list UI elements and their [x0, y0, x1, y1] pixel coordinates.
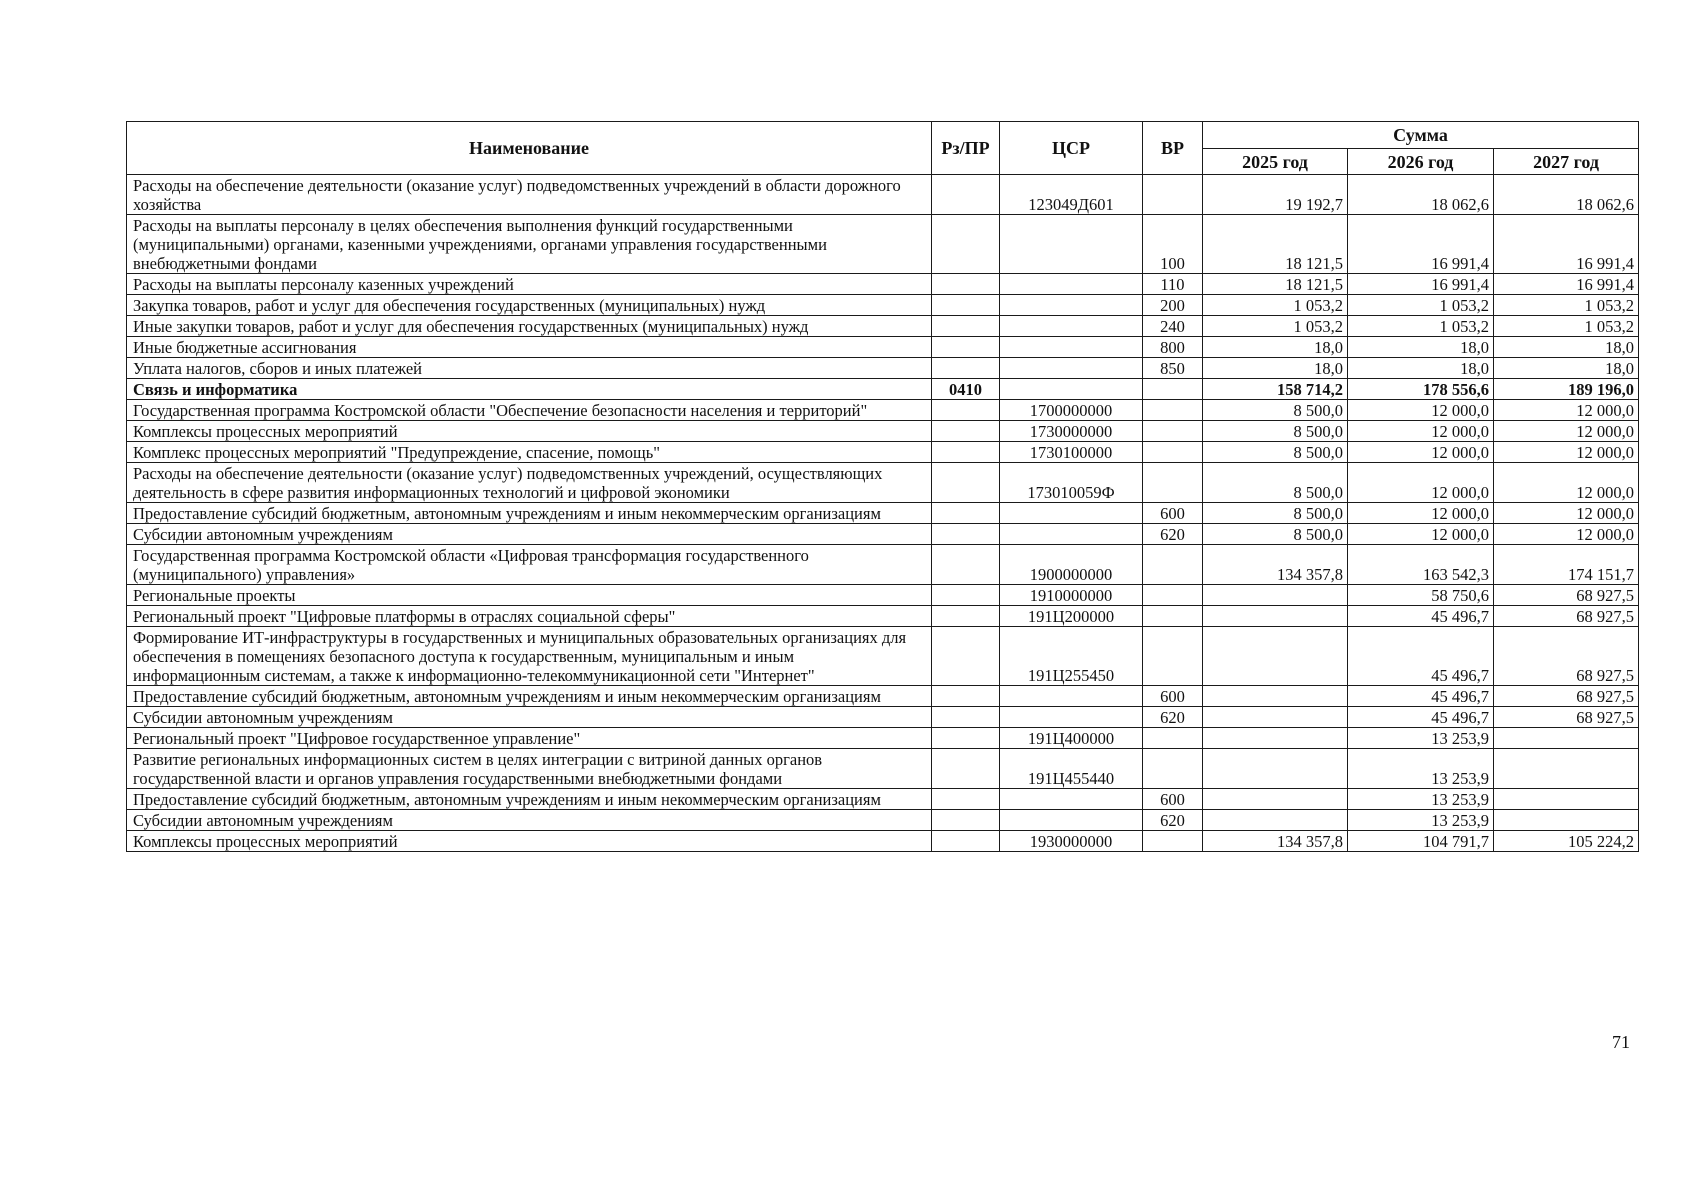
cell-2027: 12 000,0 [1494, 503, 1639, 524]
col-header-2026: 2026 год [1348, 149, 1494, 175]
cell-2026: 12 000,0 [1348, 421, 1494, 442]
cell-2025: 134 357,8 [1203, 545, 1348, 585]
cell-vr: 200 [1143, 295, 1203, 316]
cell-name: Комплекс процессных мероприятий "Предупреждение, спасение, помощь" [127, 442, 932, 463]
cell-2026: 13 253,9 [1348, 789, 1494, 810]
table-row [127, 175, 1639, 215]
cell-2027: 18 062,6 [1494, 175, 1639, 215]
cell-rzpr [932, 627, 1000, 686]
cell-vr: 600 [1143, 686, 1203, 707]
cell-2026: 16 991,4 [1348, 274, 1494, 295]
cell-2025: 18 121,5 [1203, 274, 1348, 295]
cell-vr [1143, 627, 1203, 686]
cell-vr: 600 [1143, 503, 1203, 524]
cell-2025: 19 192,7 [1203, 175, 1348, 215]
cell-2025 [1203, 728, 1348, 749]
cell-2025: 8 500,0 [1203, 463, 1348, 503]
cell-name: Предоставление субсидий бюджетным, автономным учреждениям и иным некоммерческим организациям [127, 686, 932, 707]
cell-name: Субсидии автономным учреждениям [127, 524, 932, 545]
budget-table [126, 121, 1639, 852]
cell-2025 [1203, 707, 1348, 728]
cell-vr [1143, 749, 1203, 789]
table-row [127, 686, 1639, 707]
table-row [127, 379, 1639, 400]
cell-2027: 1 053,2 [1494, 295, 1639, 316]
cell-2026: 45 496,7 [1348, 707, 1494, 728]
cell-rzpr [932, 524, 1000, 545]
cell-rzpr [932, 337, 1000, 358]
cell-2026: 12 000,0 [1348, 463, 1494, 503]
cell-rzpr [932, 831, 1000, 852]
cell-rzpr [932, 789, 1000, 810]
cell-vr [1143, 545, 1203, 585]
cell-name: Расходы на выплаты персоналу в целях обеспечения выполнения функций государственными (муниципальными) органами, казенными учреждениями, органами управления государственными внебюджетными фондами [127, 215, 932, 274]
cell-csr [1000, 789, 1143, 810]
cell-name: Расходы на выплаты персоналу казенных учреждений [127, 274, 932, 295]
cell-vr: 240 [1143, 316, 1203, 337]
cell-2026: 18 062,6 [1348, 175, 1494, 215]
cell-csr: 191Ц255450 [1000, 627, 1143, 686]
cell-2026: 12 000,0 [1348, 524, 1494, 545]
cell-vr: 850 [1143, 358, 1203, 379]
table-row [127, 627, 1639, 686]
cell-rzpr [932, 728, 1000, 749]
cell-2026: 18,0 [1348, 337, 1494, 358]
cell-2026: 16 991,4 [1348, 215, 1494, 274]
col-header-2027: 2027 год [1494, 149, 1639, 175]
cell-2025: 18,0 [1203, 337, 1348, 358]
cell-2025 [1203, 627, 1348, 686]
cell-csr: 123049Д601 [1000, 175, 1143, 215]
cell-2025 [1203, 585, 1348, 606]
cell-csr [1000, 524, 1143, 545]
cell-vr [1143, 463, 1203, 503]
cell-csr: 1930000000 [1000, 831, 1143, 852]
cell-rzpr [932, 463, 1000, 503]
cell-2025: 8 500,0 [1203, 400, 1348, 421]
cell-2027: 12 000,0 [1494, 421, 1639, 442]
cell-2025: 8 500,0 [1203, 442, 1348, 463]
cell-csr: 1730000000 [1000, 421, 1143, 442]
col-header-sum: Сумма [1203, 122, 1639, 149]
table-row [127, 316, 1639, 337]
cell-rzpr [932, 295, 1000, 316]
cell-2027 [1494, 789, 1639, 810]
cell-2027: 12 000,0 [1494, 524, 1639, 545]
cell-csr [1000, 503, 1143, 524]
cell-name: Государственная программа Костромской области «Цифровая трансформация государственного (муниципального) управления» [127, 545, 932, 585]
cell-2026: 1 053,2 [1348, 316, 1494, 337]
table-row [127, 421, 1639, 442]
cell-name: Государственная программа Костромской области "Обеспечение безопасности населения и территорий" [127, 400, 932, 421]
cell-rzpr [932, 749, 1000, 789]
cell-2027: 12 000,0 [1494, 463, 1639, 503]
cell-csr: 191Ц400000 [1000, 728, 1143, 749]
cell-name: Развитие региональных информационных систем в целях интеграции с витриной данных органов государственной власти и органов управления государственными внебюджетными фондами [127, 749, 932, 789]
cell-vr: 600 [1143, 789, 1203, 810]
table-row [127, 789, 1639, 810]
cell-2027: 16 991,4 [1494, 215, 1639, 274]
cell-2027: 68 927,5 [1494, 707, 1639, 728]
cell-name: Предоставление субсидий бюджетным, автономным учреждениям и иным некоммерческим организациям [127, 789, 932, 810]
cell-rzpr [932, 421, 1000, 442]
cell-2026: 45 496,7 [1348, 686, 1494, 707]
cell-2027 [1494, 810, 1639, 831]
cell-2027 [1494, 749, 1639, 789]
cell-2025 [1203, 606, 1348, 627]
table-row [127, 585, 1639, 606]
cell-name: Комплексы процессных мероприятий [127, 831, 932, 852]
cell-2026: 18,0 [1348, 358, 1494, 379]
cell-2027 [1494, 728, 1639, 749]
cell-rzpr [932, 400, 1000, 421]
cell-name: Иные бюджетные ассигнования [127, 337, 932, 358]
cell-csr: 191Ц200000 [1000, 606, 1143, 627]
cell-name: Связь и информатика [127, 379, 932, 400]
cell-csr [1000, 337, 1143, 358]
cell-2027: 68 927,5 [1494, 627, 1639, 686]
cell-vr [1143, 728, 1203, 749]
table-row [127, 728, 1639, 749]
table-body [127, 175, 1639, 852]
col-header-csr: ЦСР [1000, 122, 1143, 175]
cell-2026: 58 750,6 [1348, 585, 1494, 606]
cell-2026: 12 000,0 [1348, 503, 1494, 524]
page-number: 71 [1612, 1032, 1630, 1052]
table-row [127, 442, 1639, 463]
cell-csr: 191Ц455440 [1000, 749, 1143, 789]
cell-rzpr [932, 274, 1000, 295]
table-row [127, 215, 1639, 274]
cell-vr: 100 [1143, 215, 1203, 274]
cell-2027: 12 000,0 [1494, 442, 1639, 463]
cell-2025: 18,0 [1203, 358, 1348, 379]
cell-2027: 1 053,2 [1494, 316, 1639, 337]
cell-2027: 16 991,4 [1494, 274, 1639, 295]
cell-vr [1143, 442, 1203, 463]
cell-vr [1143, 175, 1203, 215]
cell-rzpr [932, 707, 1000, 728]
cell-2026: 12 000,0 [1348, 442, 1494, 463]
cell-name: Региональный проект "Цифровое государственное управление" [127, 728, 932, 749]
cell-2026: 13 253,9 [1348, 810, 1494, 831]
cell-rzpr [932, 442, 1000, 463]
col-header-vr: ВР [1143, 122, 1203, 175]
cell-2026: 13 253,9 [1348, 749, 1494, 789]
cell-name: Уплата налогов, сборов и иных платежей [127, 358, 932, 379]
table-row [127, 503, 1639, 524]
table-row [127, 831, 1639, 852]
cell-2025: 158 714,2 [1203, 379, 1348, 400]
cell-2025: 134 357,8 [1203, 831, 1348, 852]
table-row [127, 749, 1639, 789]
table-row [127, 545, 1639, 585]
table-row [127, 274, 1639, 295]
cell-csr: 1910000000 [1000, 585, 1143, 606]
table-row [127, 524, 1639, 545]
cell-csr: 1700000000 [1000, 400, 1143, 421]
cell-csr [1000, 810, 1143, 831]
cell-vr: 800 [1143, 337, 1203, 358]
cell-2026: 104 791,7 [1348, 831, 1494, 852]
cell-2025 [1203, 749, 1348, 789]
cell-vr [1143, 585, 1203, 606]
table-row [127, 810, 1639, 831]
cell-csr: 1900000000 [1000, 545, 1143, 585]
cell-2025: 8 500,0 [1203, 524, 1348, 545]
cell-2025 [1203, 810, 1348, 831]
cell-csr: 173010059Ф [1000, 463, 1143, 503]
cell-name: Формирование ИТ-инфраструктуры в государственных и муниципальных образовательных организациях для обеспечения в помещениях безопасного доступа к государственным, муниципальным и иным информационным системам, а также к информационно-телекоммуникационной сети "Интернет" [127, 627, 932, 686]
cell-rzpr [932, 810, 1000, 831]
cell-2026: 45 496,7 [1348, 627, 1494, 686]
cell-vr [1143, 831, 1203, 852]
table-row [127, 337, 1639, 358]
cell-2025 [1203, 789, 1348, 810]
cell-2025: 18 121,5 [1203, 215, 1348, 274]
cell-2025: 1 053,2 [1203, 316, 1348, 337]
cell-rzpr: 0410 [932, 379, 1000, 400]
table-row [127, 295, 1639, 316]
cell-csr [1000, 707, 1143, 728]
cell-2026: 163 542,3 [1348, 545, 1494, 585]
cell-2027: 105 224,2 [1494, 831, 1639, 852]
cell-2026: 1 053,2 [1348, 295, 1494, 316]
cell-csr [1000, 295, 1143, 316]
cell-csr [1000, 379, 1143, 400]
col-header-2025: 2025 год [1203, 149, 1348, 175]
cell-csr [1000, 316, 1143, 337]
cell-csr: 1730100000 [1000, 442, 1143, 463]
cell-rzpr [932, 686, 1000, 707]
cell-name: Комплексы процессных мероприятий [127, 421, 932, 442]
cell-2027: 12 000,0 [1494, 400, 1639, 421]
cell-2027: 174 151,7 [1494, 545, 1639, 585]
cell-vr: 620 [1143, 524, 1203, 545]
cell-2025: 1 053,2 [1203, 295, 1348, 316]
cell-vr [1143, 379, 1203, 400]
cell-rzpr [932, 503, 1000, 524]
cell-rzpr [932, 545, 1000, 585]
cell-vr [1143, 421, 1203, 442]
cell-2027: 68 927,5 [1494, 585, 1639, 606]
cell-csr [1000, 358, 1143, 379]
cell-2027: 18,0 [1494, 358, 1639, 379]
cell-2025: 8 500,0 [1203, 503, 1348, 524]
cell-rzpr [932, 316, 1000, 337]
cell-name: Иные закупки товаров, работ и услуг для обеспечения государственных (муниципальных) нужд [127, 316, 932, 337]
cell-2025: 8 500,0 [1203, 421, 1348, 442]
table-row [127, 400, 1639, 421]
cell-2027: 189 196,0 [1494, 379, 1639, 400]
cell-2025 [1203, 686, 1348, 707]
cell-vr [1143, 606, 1203, 627]
cell-name: Субсидии автономным учреждениям [127, 707, 932, 728]
cell-2026: 13 253,9 [1348, 728, 1494, 749]
cell-rzpr [932, 215, 1000, 274]
cell-name: Предоставление субсидий бюджетным, автономным учреждениям и иным некоммерческим организациям [127, 503, 932, 524]
cell-csr [1000, 215, 1143, 274]
table-header [127, 122, 1639, 175]
cell-rzpr [932, 175, 1000, 215]
cell-name: Закупка товаров, работ и услуг для обеспечения государственных (муниципальных) нужд [127, 295, 932, 316]
cell-name: Расходы на обеспечение деятельности (оказание услуг) подведомственных учреждений, осуществляющих деятельность в сфере развития информационных технологий и цифровой экономики [127, 463, 932, 503]
table-row [127, 358, 1639, 379]
cell-csr [1000, 686, 1143, 707]
cell-name: Региональные проекты [127, 585, 932, 606]
col-header-name: Наименование [127, 122, 932, 175]
cell-csr [1000, 274, 1143, 295]
cell-2027: 68 927,5 [1494, 606, 1639, 627]
cell-2026: 45 496,7 [1348, 606, 1494, 627]
cell-2027: 18,0 [1494, 337, 1639, 358]
col-header-rzpr: Рз/ПР [932, 122, 1000, 175]
cell-name: Расходы на обеспечение деятельности (оказание услуг) подведомственных учреждений в области дорожного хозяйства [127, 175, 932, 215]
cell-rzpr [932, 606, 1000, 627]
cell-rzpr [932, 358, 1000, 379]
cell-vr: 620 [1143, 810, 1203, 831]
cell-vr: 110 [1143, 274, 1203, 295]
cell-2026: 12 000,0 [1348, 400, 1494, 421]
cell-vr [1143, 400, 1203, 421]
cell-2026: 178 556,6 [1348, 379, 1494, 400]
cell-rzpr [932, 585, 1000, 606]
table-row [127, 707, 1639, 728]
cell-name: Региональный проект "Цифровые платформы в отраслях социальной сферы" [127, 606, 932, 627]
table-row [127, 606, 1639, 627]
cell-2027: 68 927,5 [1494, 686, 1639, 707]
table-row [127, 463, 1639, 503]
cell-vr: 620 [1143, 707, 1203, 728]
cell-name: Субсидии автономным учреждениям [127, 810, 932, 831]
